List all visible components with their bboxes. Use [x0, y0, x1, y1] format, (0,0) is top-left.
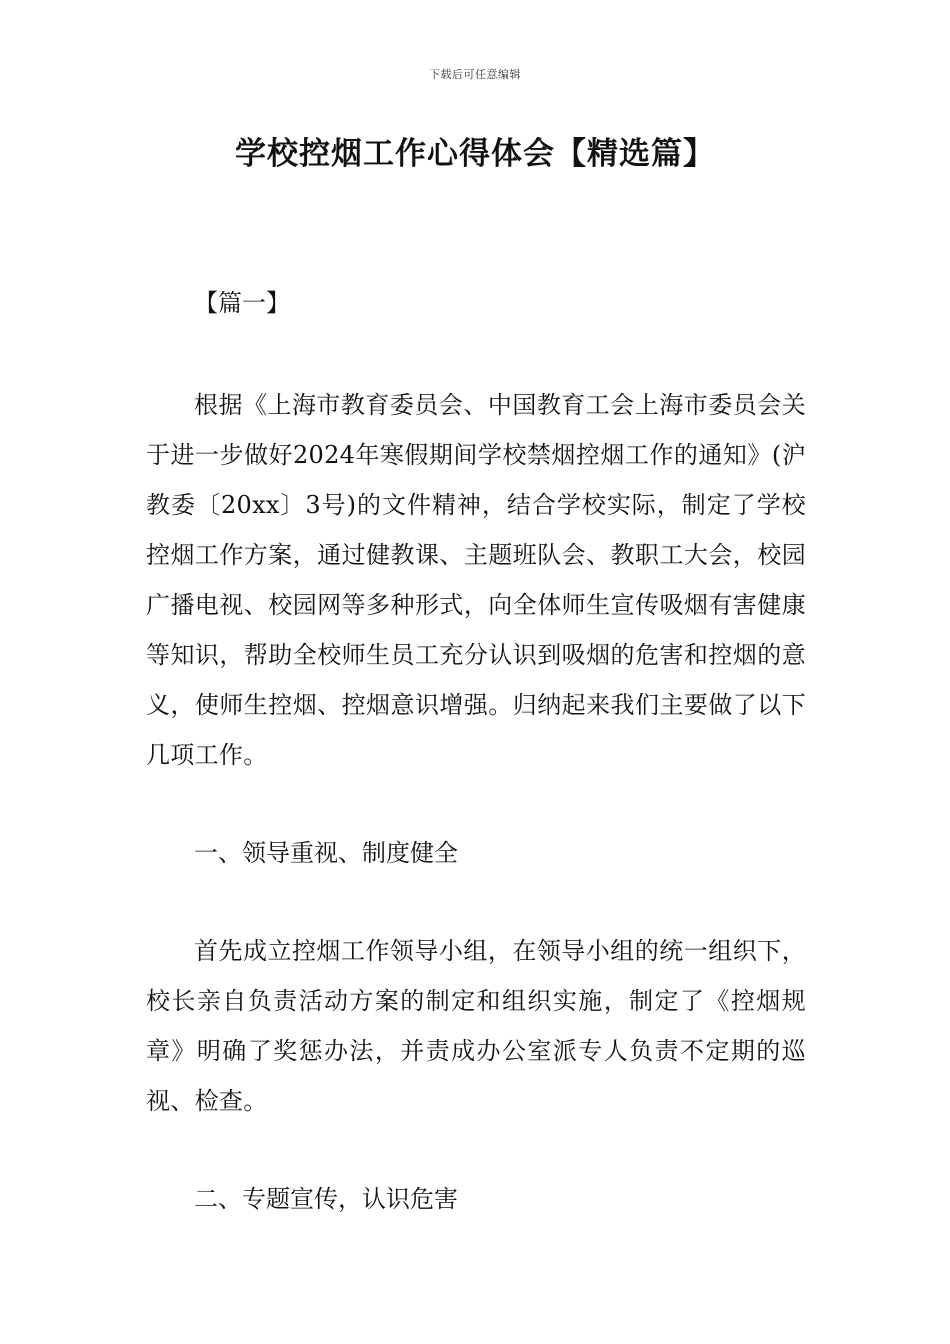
paragraph-intro: 根据《上海市教育委员会、中国教育工会上海市委员会关于进一步做好2024年寒假期间学校禁烟控烟工作的通知》(沪教委〔20xx〕3号)的文件精神，结合学校实际，制定了学校控烟工作方案，通过健教课、主题班队会、教职工大会，校园广播电视、校园网等多种形式，向全体师生宣传吸烟有害健康等知识，帮助全校师生员工充分认识到吸烟的危害和控烟的意义，使师生控烟、控烟意识增强。归纳起来我们主要做了以下几项工作。	[146, 391, 806, 769]
header-note: 下载后可任意编辑	[429, 68, 521, 81]
document-title: 学校控烟工作心得体会【精选篇】	[235, 136, 715, 172]
chapter-heading: 【篇一】	[194, 289, 290, 317]
section-heading-2: 二、专题宣传，认识危害	[194, 1185, 458, 1213]
paragraph-leadership: 首先成立控烟工作领导小组，在领导小组的统一组织下，校长亲自负责活动方案的制定和组织实施，制定了《控烟规章》明确了奖惩办法，并责成办公室派专人负责不定期的巡视、检查。	[146, 937, 806, 1115]
document-body	[146, 278, 806, 1224]
section-heading-1: 一、领导重视、制度健全	[194, 839, 458, 867]
